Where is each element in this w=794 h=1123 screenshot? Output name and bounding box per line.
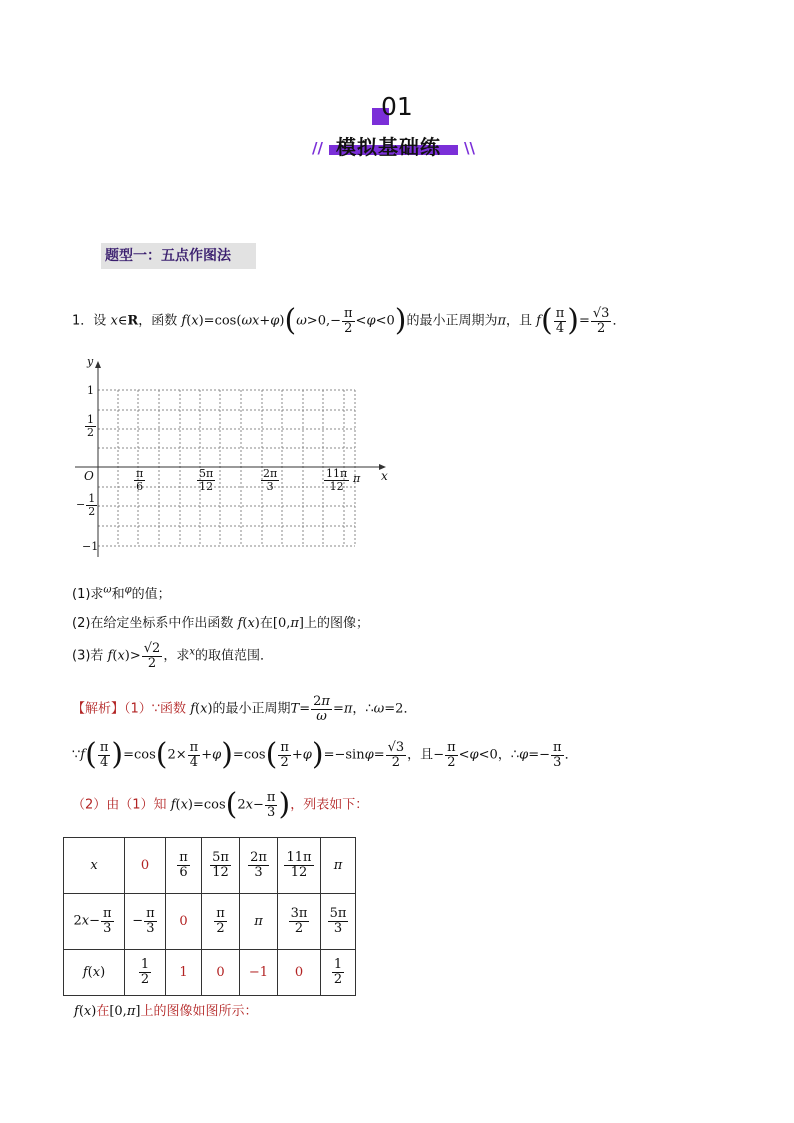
solution-line-4: f(x)在[0,π]上的图像如图所示： [74,1004,258,1019]
x-tick-pi6: $\frac{\pi}{6}$ [136,467,144,493]
problem-text: ，函数 [138,313,178,329]
table-cell: − $\frac{\pi}{3}$ [125,894,166,950]
q-text: 的值； [131,587,171,602]
table-cell: 0 [278,950,321,996]
table-cell: 0 [202,950,240,996]
table-row [64,838,356,894]
problem-text: ． [612,313,626,329]
table-cell: f(x) [64,950,125,996]
solution-text: 在 [96,1004,110,1019]
coordinate-grid [70,355,400,565]
question-3: (3)若 f(x)> $\frac{√2}{2}$ ，求$^x$的取值范围． [72,641,273,671]
q-text: 上的图像； [304,616,370,631]
value-table [63,837,356,996]
table-cell: $\frac{1}{2}$ [321,950,356,996]
x-axis-label: x [381,469,388,483]
title-deco-left: // [312,139,323,157]
y-tick-neg1: −1 [82,540,99,553]
table-cell: 1 [166,950,202,996]
y-axis-label: y [87,355,94,368]
q-text: 和 [111,587,125,602]
title-deco-right: \\ [464,139,475,157]
table-row [64,894,356,950]
x-tick-pi: π [353,472,361,485]
solution-line-1: 【解析】（1）∵函数 f(x)的最小正周期T= $\frac{2\pi}{\omega}$ =π，∴ω=2． [72,694,417,724]
table-cell: $\frac{1}{2}$ [125,950,166,996]
solution-text: （2）由（1）知 [72,797,167,813]
section-title: 模拟基础练 [336,135,441,159]
y-axis-arrow [95,361,101,368]
table-cell: $\frac{2\pi}{3}$ [240,838,278,894]
origin-label: O [84,469,94,483]
table-cell: $\frac{3\pi}{2}$ [278,894,321,950]
problem-number: 1． [72,313,94,329]
y-tick-neg-half: − $\frac{1}{2}$ [76,492,96,518]
table-cell: π [240,894,278,950]
q-text: (1)求 [72,587,104,602]
x-tick-2pi3: $\frac{2\pi}{3}$ [263,467,278,493]
question-1: (1)求$^\omega$和$^\varphi$的值； [72,584,171,602]
solution-text: ，列表如下： [290,797,369,813]
table-cell: $\frac{11\pi}{12}$ [278,838,321,894]
solution-text: 上的图像如图所示： [140,1004,258,1019]
solution-text: 的最小正周期 [212,701,291,717]
solution-tag: 【解析】 [72,701,125,717]
solution-text: ，且 [407,747,434,763]
table-cell: −1 [240,950,278,996]
table-cell: 0 [125,838,166,894]
table-cell: π [321,838,356,894]
table-cell: 0 [166,894,202,950]
solution-line-2: ∵f( $\frac{\pi}{4}$ )=cos(2× $\frac{\pi}{4}$ +φ)=cos( $\frac{\pi}{2}$ +φ)=−sinφ= $\frac{√3}{2}$ ，且− $\frac{\pi}{2}$ <φ<0，∴φ=− $\frac{\pi}{3}$ ． [72,737,578,772]
solution-line-3: （2）由（1）知 f(x)=cos(2x− $\frac{\pi}{3}$ )，列表如下： [72,787,369,822]
q-text: ，求 [163,648,190,664]
y-tick-half: $\frac{1}{2}$ [87,413,94,439]
table-cell: $\frac{\pi}{6}$ [166,838,202,894]
x-tick-5pi12: $\frac{5\pi}{12}$ [199,467,214,493]
y-tick-1: 1 [87,384,94,397]
q-text: (2)在给定坐标系中作出函数 [72,616,234,631]
problem-text: 的最小正周期为 [406,313,498,329]
table-cell: $\frac{\pi}{2}$ [202,894,240,950]
x-tick-11pi12: $\frac{11\pi}{12}$ [326,467,348,493]
solution-text: ，∴ [352,701,374,717]
table-row [64,950,356,996]
problem-text: ，且 [506,313,533,329]
q-text: (3)若 [72,648,104,664]
topic-label: 题型一：五点作图法 [101,243,256,269]
solution-text: （1）∵函数 [124,701,187,717]
table-cell: $\frac{5\pi}{3}$ [321,894,356,950]
q-text: 的取值范围． [194,648,273,664]
table-cell: 2x− $\frac{\pi}{3}$ [64,894,125,950]
problem-statement: 1．设 x∈R，函数 f(x)=cos(ωx+φ)(ω>0,− $\frac{\pi}{2}$ <φ<0)的最小正周期为π，且 f( $\frac{\pi}{4}$ )= $\frac{√3}{2}$ ． [72,303,626,338]
section-number: 01 [381,92,413,121]
q-text: 在 [259,616,273,631]
solution-text: ，∴ [497,747,520,763]
table-cell: $\frac{5\pi}{12}$ [202,838,240,894]
solution-text: ∵ [72,747,81,763]
problem-text: 设 [93,313,107,329]
question-2: (2)在给定坐标系中作出函数 f(x)在[0,π]上的图像； [72,616,370,631]
table-cell: x [64,838,125,894]
